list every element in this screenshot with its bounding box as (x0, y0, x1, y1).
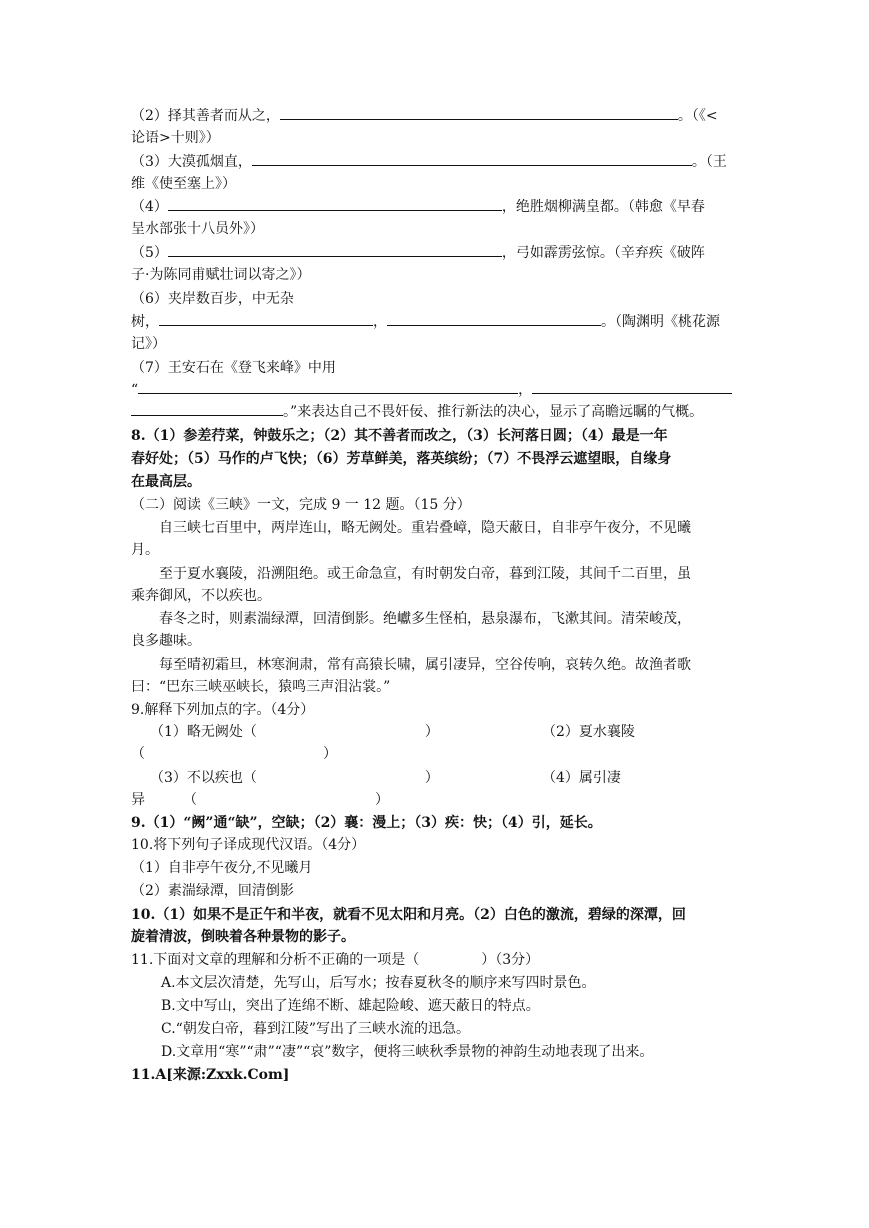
q9-item2-open: （ (131, 746, 145, 762)
q7-item5-line2 (131, 264, 739, 286)
passage-paragraph-cont: 乘奔御风，不以疾也。 (131, 588, 271, 604)
q7-item3-source-cont: 维《使至塞上》） (131, 176, 236, 192)
passage-paragraph: 至于夏水襄陵，沿溯阻绝。或王命急宣，有时朝发白帝，暮到江陵，其间千二百里，虽 (159, 566, 691, 582)
q7-item6-text-cont: 树， (131, 314, 159, 330)
q11-prompt (131, 949, 739, 971)
q11-option-c: C.“朝发白帝，暮到江陵”写出了三峡水流的迅急。 (161, 1021, 470, 1037)
q7-item5-text: ，弓如霹雳弦惊。（辛弃疾《破阵 (501, 245, 705, 261)
q7-item3-text: （3）大漠孤烟直， (131, 154, 252, 170)
q7-item7-comma: ， (518, 382, 533, 398)
answer-9: 9.（1）“阙”通“缺”，空缺；（2）襄：漫上；（3）疾：快；（4）引，延长。 (131, 815, 602, 831)
answer-blank (532, 379, 732, 394)
q9-prompt: 9.解释下列加点的字。（4分） (131, 702, 315, 718)
q7-item7-quote-open: “ (131, 382, 139, 398)
answer-blank (387, 311, 601, 326)
q9-item4-cont (131, 789, 739, 811)
q11-prompt-score: ）（3分） (481, 952, 540, 968)
answer-blank (159, 311, 373, 326)
q7-item3-line2 (131, 173, 739, 195)
q9-item1-close: ） (424, 724, 439, 740)
section-heading: （二）阅读《三峡》一文，完成 9 一 12 题。（15 分） (131, 497, 471, 513)
q7-item7-line2 (131, 379, 739, 401)
q9-item3-close: ） (424, 770, 439, 786)
q10-sentence-2: （2）素湍绿潭，回清倒影 (131, 883, 294, 899)
q11-option-d: D.文章用“寒”“肃”“凄”“哀”数字，便将三峡秋季景物的神韵生动地表现了出来。 (161, 1044, 654, 1060)
q7-item6-text: （6）夹岸数百步，中无杂 (131, 291, 294, 307)
q7-item5-line1 (131, 242, 739, 264)
q7-item6-source: 。（陶渊明《桃花源 (601, 314, 720, 330)
q7-item7-text: （7）王安石在《登飞来峰》中用 (131, 360, 336, 376)
q7-item6-source-cont: 记》） (131, 336, 166, 352)
q7-item5-num: （5） (131, 245, 168, 261)
passage-paragraph: 春冬之时，则素湍绿潭，回清倒影。绝巘多生怪柏，悬泉瀑布，飞漱其间。清荣峻茂， (159, 611, 691, 627)
q9-item2: （2）夏水襄陵 (542, 724, 635, 740)
q7-item4-num: （4） (131, 199, 168, 215)
q7-item4-line2 (131, 218, 739, 240)
passage-paragraph-cont: 月。 (131, 542, 159, 558)
q10-sentence-1: （1）自非亭午夜分,不见曦月 (131, 860, 313, 876)
q7-item5-source-cont: 子·为陈同甫赋壮词以寄之》） (131, 267, 311, 283)
answer-8-line1: 8.（1）参差荇菜，钟鼓乐之；（2）其不善者而改之，（3）长河落日圆；（4）最是一年 (131, 428, 668, 444)
answer-blank (138, 379, 518, 394)
passage-paragraph-cont: 良多趣味。 (131, 633, 201, 649)
answer-blank (168, 196, 502, 211)
q7-item2-source: 。（《< (677, 108, 718, 124)
q10-prompt: 10.将下列句子译成现代汉语。（4分） (131, 837, 366, 853)
q7-item6-line3 (131, 333, 739, 355)
q7-item7-line3 (131, 401, 739, 423)
answer-blank (280, 105, 678, 120)
q7-item2-text: （2）择其善者而从之， (131, 108, 280, 124)
answer-10-line2: 旋着清波，倒映着各种景物的影子。 (131, 929, 355, 945)
q9-item1-text: （1）略无阙处（ (150, 724, 257, 740)
answer-11: 11.A[来源:Zxxk.Com] (131, 1067, 290, 1083)
passage-paragraph-cont: 曰：“巴东三峡巫峡长，猿鸣三声泪沾裳。” (131, 679, 391, 695)
q9-item3-text: （3）不以疾也（ (150, 770, 257, 786)
q11-option-a: A.本文层次清楚，先写山，后写水；按春夏秋冬的顺序来写四时景色。 (161, 975, 596, 991)
q9-item4-close: ） (375, 792, 389, 808)
q7-item3-line1 (131, 151, 739, 173)
q7-item7-text-end: 。”来表达自己不畏奸佞、推行新法的决心，显示了高瞻远瞩的气概。 (283, 404, 704, 420)
q9-item4: （4）属引凄 (542, 770, 621, 786)
answer-blank (168, 242, 502, 257)
q7-item4-line1 (131, 196, 739, 218)
answer-10-line1: 10.（1）如果不是正午和半夜，就看不见太阳和月亮。（2）白色的激流，碧绿的深潭，回 (131, 907, 686, 923)
q7-item3-source: 。（王 (691, 154, 727, 170)
answer-8-line3: 在最高层。 (131, 474, 201, 490)
q7-item4-text: ，绝胜烟柳满皇都。（韩愈《早春 (501, 199, 705, 215)
q7-item7-line1 (131, 357, 739, 379)
q11-option-b: B.文中写山，突出了连绵不断、雄起险峻、遮天蔽日的特点。 (161, 998, 540, 1014)
passage-paragraph: 每至晴初霜旦，林寒涧肃，常有高猿长啸，属引凄异，空谷传响，哀转久绝。故渔者歌 (159, 657, 691, 673)
q9-item4-text-cont: 异 (131, 792, 145, 808)
q7-item6-comma: ， (373, 314, 387, 330)
answer-blank (252, 151, 692, 166)
answer-blank (131, 401, 283, 416)
q9-item2-close: ） (323, 746, 337, 762)
q9-item2-cont (131, 743, 739, 765)
q7-item6-line1 (131, 288, 739, 310)
q9-item4-open: （ (183, 792, 197, 808)
q7-item2-line2 (131, 127, 739, 149)
passage-paragraph: 自三峡七百里中，两岸连山，略无阙处。重岩叠嶂，隐天蔽日，自非亭午夜分，不见曦 (159, 520, 691, 536)
q7-item4-source-cont: 呈水部张十八员外》） (131, 221, 264, 237)
q7-item2-line1 (131, 105, 739, 127)
q7-item6-line2 (131, 311, 739, 333)
answer-8-line2: 春好处；（5）马作的卢飞快；（6）芳草鲜美，落英缤纷；（7）不畏浮云遮望眼，自缘身 (131, 451, 672, 467)
q7-item2-source-cont: 论语>十则》） (131, 130, 220, 146)
q11-prompt-text: 11.下面对文章的理解和分析不正确的一项是（ (131, 952, 420, 968)
